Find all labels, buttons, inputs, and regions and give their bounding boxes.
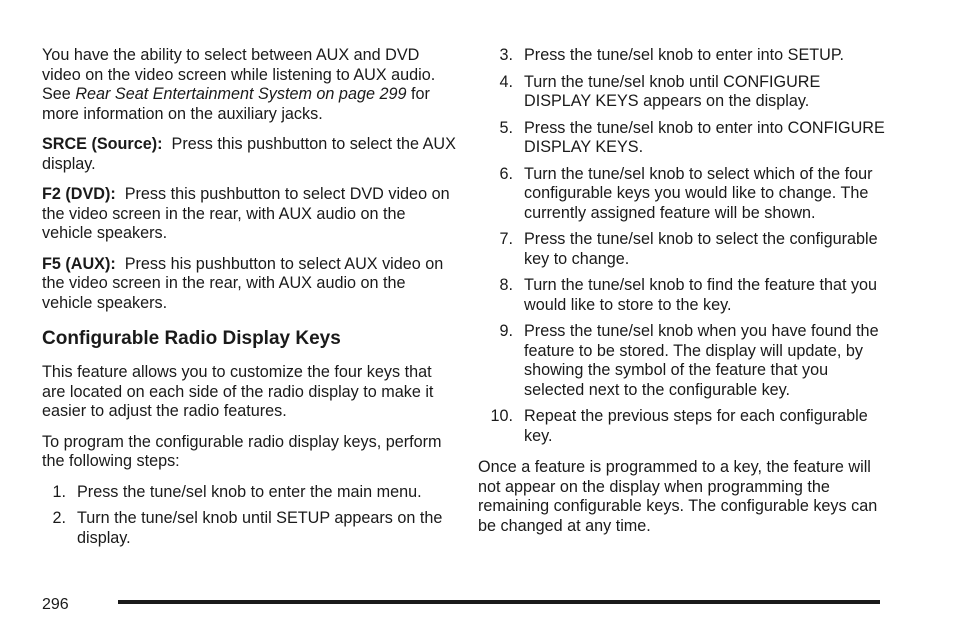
step-number: 4. — [499, 72, 513, 91]
step-item — [478, 322, 888, 400]
step-text: Press the tune/sel knob to enter into CONFIGURE DISPLAY KEYS. — [524, 118, 885, 156]
step-text: Repeat the previous steps for each configurable key. — [524, 407, 868, 445]
step-number: 7. — [499, 230, 513, 248]
closing-paragraph: Once a feature is programmed to a key, the feature will not appear on the display when programming the remaining configurable keys. The configurable keys can be changed at any time. — [478, 458, 878, 535]
step-item — [478, 230, 888, 269]
step-item — [478, 119, 888, 158]
step-number: 8. — [499, 276, 513, 294]
f5-paragraph — [42, 255, 457, 314]
f5-term: F5 (AUX): — [42, 254, 116, 273]
srce-paragraph — [42, 135, 461, 174]
f2-description: Press this pushbutton to select DVD video on the video screen in the rear, with AUX audio on the vehicle speakers. — [42, 185, 455, 242]
step-text: Press the tune/sel knob to enter the main menu. — [77, 482, 422, 501]
step-item — [42, 509, 457, 548]
step-number: 9. — [499, 322, 513, 340]
left-column — [42, 46, 461, 555]
feature-paragraph: This feature allows you to customize the four keys that are located on each side of the radio display to make it easier to adjust the radio features. — [42, 363, 434, 420]
step-number: 6. — [499, 164, 513, 183]
steps-list-left — [42, 483, 457, 549]
step-number: 3. — [499, 46, 513, 64]
step-text: Turn the tune/sel knob until SETUP appears on the display. — [77, 509, 443, 547]
footer-rule — [118, 600, 880, 604]
program-paragraph: To program the configurable radio display keys, perform the following steps: — [42, 432, 442, 470]
intro-text-start: You have the ability to select between AUX and DVD video on the video screen while listening to AUX audio. See — [42, 46, 436, 103]
step-text: Turn the tune/sel knob to select which of the four configurable keys you would like to change. The currently assigned feature will be shown. — [524, 164, 873, 222]
intro-paragraph — [42, 46, 457, 124]
step-text: Turn the tune/sel knob to find the feature that you would like to store to the key. — [524, 276, 878, 314]
section-heading: Configurable Radio Display Keys — [42, 328, 341, 349]
cross-reference: Rear Seat Entertainment System on page 299 — [75, 85, 407, 103]
step-text: Press the tune/sel knob when you have found the feature to be stored. The display will update, by showing the symbol of the feature that you selected next to the configurable key. — [524, 322, 879, 399]
step-text: Turn the tune/sel knob until CONFIGURE DISPLAY KEYS appears on the display. — [524, 72, 821, 110]
right-column — [478, 46, 888, 547]
step-item — [478, 46, 888, 66]
step-text: Press the tune/sel knob to select the configurable key to change. — [524, 230, 878, 268]
step-item — [42, 483, 457, 503]
step-number: 5. — [499, 118, 513, 137]
step-item — [478, 407, 888, 446]
intro-text-end: for more information on the auxiliary jacks. — [42, 85, 430, 123]
f5-description: Press his pushbutton to select AUX video on the video screen in the rear, with AUX audio on the vehicle speakers. — [42, 254, 448, 312]
srce-description: Press this pushbutton to select the AUX display. — [42, 135, 461, 173]
step-number: 10. — [490, 407, 513, 425]
f2-term: F2 (DVD): — [42, 185, 116, 203]
step-number: 1. — [52, 482, 66, 501]
step-item — [478, 73, 888, 112]
page-number: 296 — [42, 596, 69, 613]
step-text: Press the tune/sel knob to enter into SETUP. — [524, 46, 845, 64]
f2-paragraph — [42, 185, 457, 244]
step-item — [478, 165, 888, 224]
srce-term: SRCE (Source): — [42, 135, 163, 153]
step-item — [478, 276, 888, 315]
steps-list-right — [478, 46, 888, 446]
step-number: 2. — [52, 509, 66, 527]
